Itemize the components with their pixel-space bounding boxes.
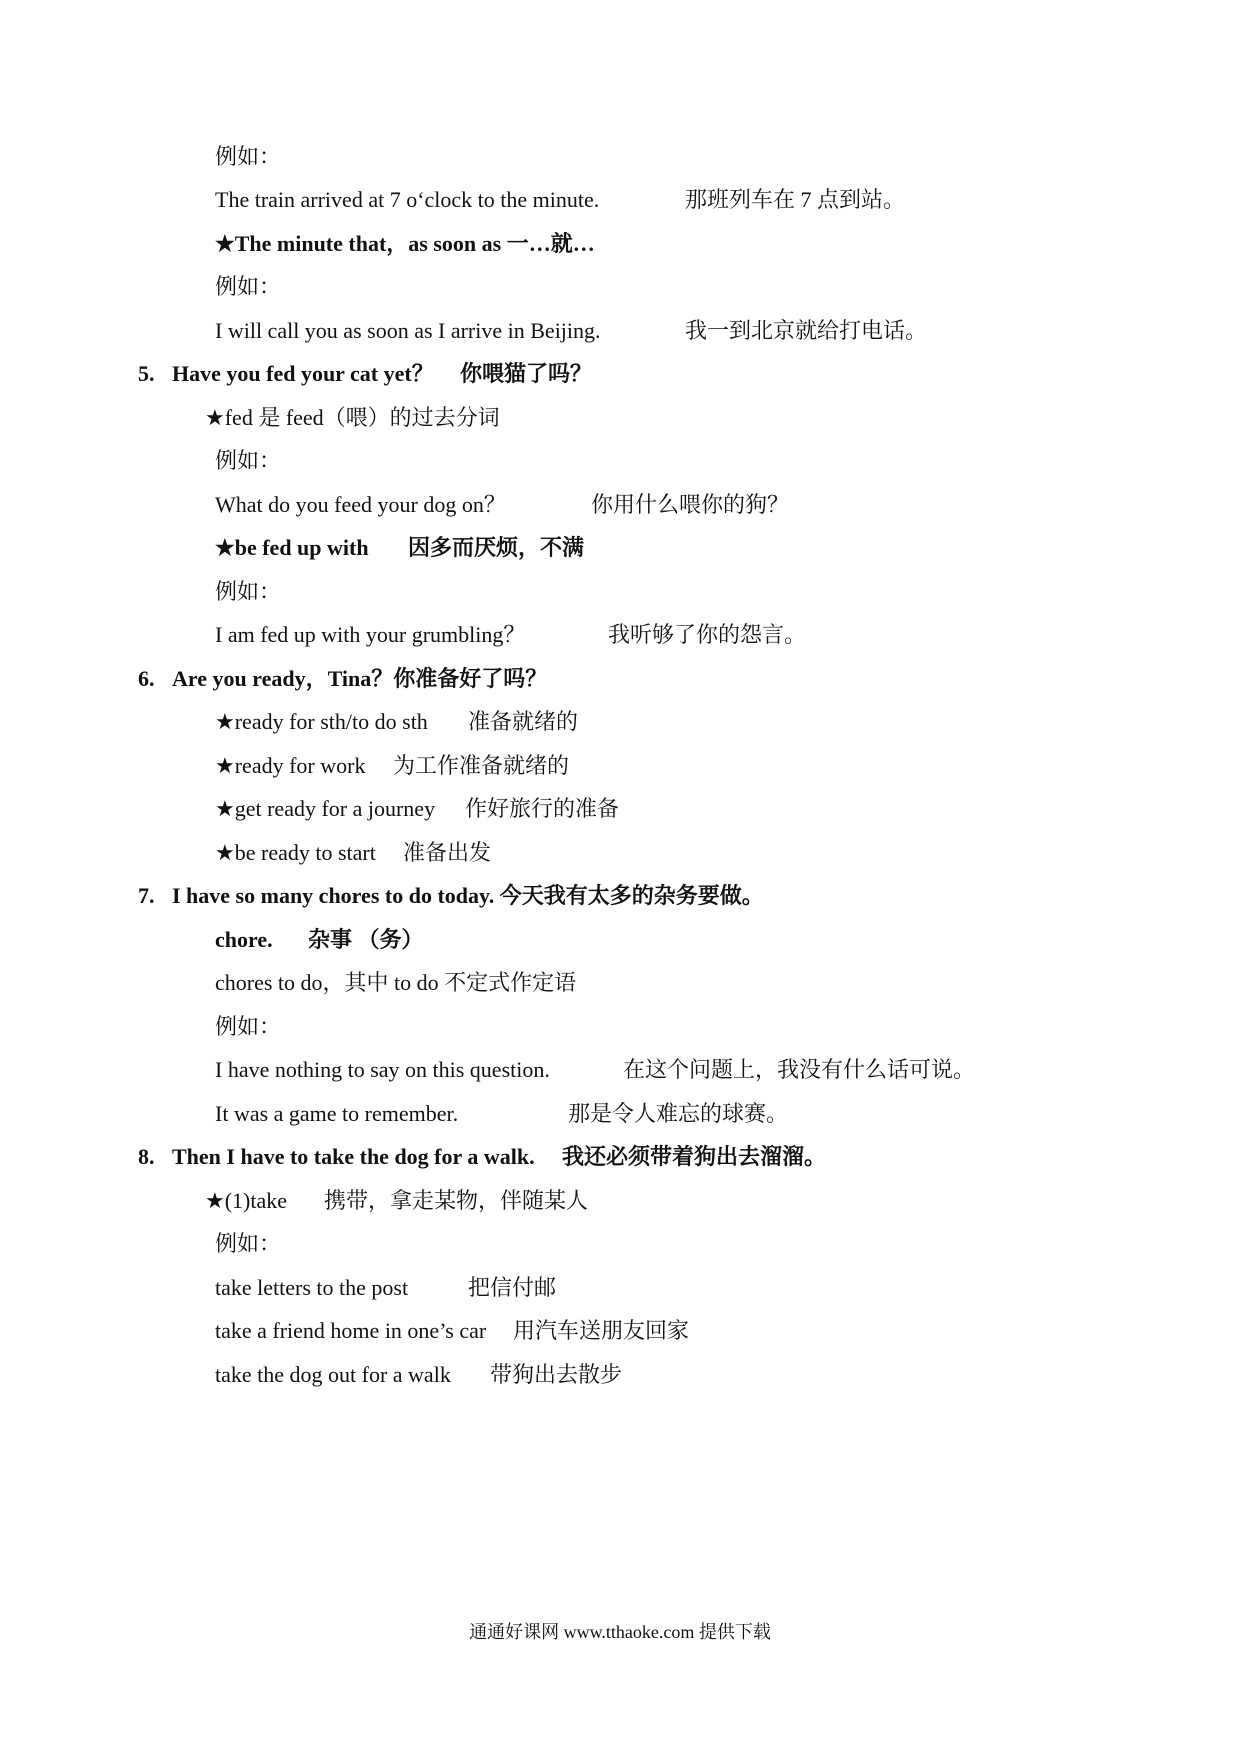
example-english: It was a game to remember. bbox=[215, 1101, 459, 1126]
section-heading-7 bbox=[138, 881, 764, 911]
example-chinese: 我一到北京就给打电话。 bbox=[685, 318, 928, 343]
example-chinese: 你用什么喂你的狗？ bbox=[591, 492, 790, 517]
example-label: 例如： bbox=[215, 144, 282, 169]
example-chinese: 那班列车在 7 点到站。 bbox=[685, 187, 906, 212]
grammar-note: ★fed 是 feed（喂）的过去分词 bbox=[205, 405, 500, 430]
section-text: I have so many chores to do today. 今天我有太多的杂务要做。 bbox=[172, 883, 764, 908]
section-english: Then I have to take the dog for a walk. bbox=[172, 1144, 535, 1169]
example-sentence bbox=[215, 490, 790, 520]
example-english: What do you feed your dog on？ bbox=[215, 492, 506, 517]
section-number: 8. bbox=[138, 1144, 155, 1169]
example-chinese: 那是令人难忘的球赛。 bbox=[568, 1101, 789, 1126]
phrase-english: ★ready for sth/to do sth bbox=[215, 709, 428, 734]
example-chinese: 带狗出去散步 bbox=[490, 1362, 623, 1387]
section-number: 6. bbox=[138, 666, 155, 691]
vocab-chinese: 杂事 （务） bbox=[308, 927, 424, 952]
phrase-chinese: 准备出发 bbox=[403, 840, 492, 865]
example-sentence bbox=[215, 1055, 976, 1085]
phrase-english: ★(1)take bbox=[205, 1188, 288, 1213]
phrase-english: ★be ready to start bbox=[215, 840, 376, 865]
section-chinese: 你喂猫了吗？ bbox=[460, 361, 593, 386]
phrase-english: ★get ready for a journey bbox=[215, 796, 436, 821]
example-label: 例如： bbox=[215, 274, 282, 299]
example-chinese: 把信付邮 bbox=[468, 1275, 557, 1300]
example-label: 例如： bbox=[215, 1231, 282, 1256]
example-sentence bbox=[215, 185, 906, 215]
grammar-note: chores to do，其中 to do 不定式作定语 bbox=[215, 970, 577, 995]
phrase-chinese: 因多而厌烦，不满 bbox=[408, 535, 585, 560]
example-sentence bbox=[215, 620, 807, 650]
example-english: take a friend home in one’s car bbox=[215, 1318, 487, 1343]
section-heading-5 bbox=[138, 359, 593, 389]
example-sentence bbox=[215, 1273, 557, 1303]
phrase-chinese: 准备就绪的 bbox=[468, 709, 579, 734]
example-label: 例如： bbox=[215, 448, 282, 473]
vocab-english: chore. bbox=[215, 927, 273, 952]
example-chinese: 用汽车送朋友回家 bbox=[513, 1318, 690, 1343]
phrase-note bbox=[215, 838, 492, 868]
example-english: I am fed up with your grumbling？ bbox=[215, 622, 526, 647]
phrase-chinese: 作好旅行的准备 bbox=[465, 796, 620, 821]
phrase-chinese: 携带，拿走某物，伴随某人 bbox=[324, 1188, 589, 1213]
section-heading-8 bbox=[138, 1142, 827, 1172]
section-chinese: 我还必须带着狗出去溜溜。 bbox=[562, 1144, 827, 1169]
section-number: 5. bbox=[138, 361, 155, 386]
phrase-english: ★be fed up with bbox=[215, 535, 369, 560]
example-chinese: 在这个问题上，我没有什么话可说。 bbox=[623, 1057, 976, 1082]
phrase-note: ★The minute that，as soon as 一…就… bbox=[215, 231, 595, 256]
section-text: Are you ready，Tina？你准备好了吗？ bbox=[172, 666, 548, 691]
example-sentence bbox=[215, 1099, 789, 1129]
phrase-note bbox=[215, 707, 579, 737]
section-number: 7. bbox=[138, 883, 155, 908]
phrase-note bbox=[215, 533, 585, 563]
phrase-english: ★ready for work bbox=[215, 753, 366, 778]
example-sentence bbox=[215, 316, 928, 346]
example-sentence bbox=[215, 1360, 623, 1390]
example-english: I will call you as soon as I arrive in Beijing. bbox=[215, 318, 601, 343]
phrase-chinese: 为工作准备就绪的 bbox=[393, 753, 570, 778]
phrase-note bbox=[215, 794, 620, 824]
example-sentence bbox=[215, 1316, 690, 1346]
page-footer: 通通好课网 www.tthaoke.com 提供下载 bbox=[469, 1622, 771, 1642]
example-label: 例如： bbox=[215, 579, 282, 604]
example-english: take letters to the post bbox=[215, 1275, 409, 1300]
example-chinese: 我听够了你的怨言。 bbox=[608, 622, 807, 647]
example-label: 例如： bbox=[215, 1014, 282, 1039]
section-english: Have you fed your cat yet？ bbox=[172, 361, 434, 386]
example-english: The train arrived at 7 o‘clock to the minute. bbox=[215, 187, 600, 212]
phrase-note bbox=[215, 751, 570, 781]
section-heading-6 bbox=[138, 664, 547, 694]
vocab-note bbox=[215, 925, 424, 955]
phrase-note bbox=[205, 1186, 589, 1216]
example-english: I have nothing to say on this question. bbox=[215, 1057, 550, 1082]
example-english: take the dog out for a walk bbox=[215, 1362, 451, 1387]
